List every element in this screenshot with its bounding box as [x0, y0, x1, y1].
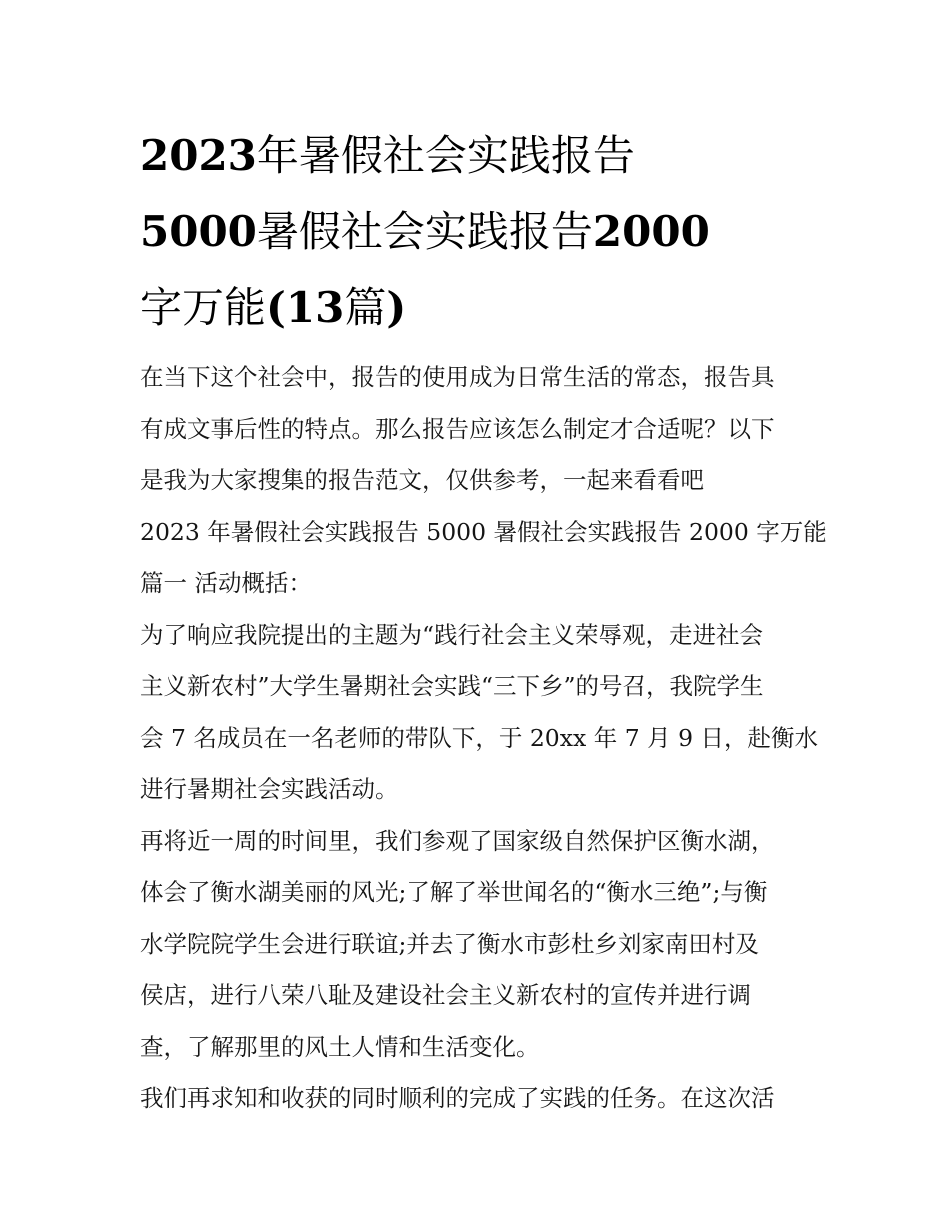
paragraph-line: 水学院院学生会进行联谊;并去了衡水市彭杜乡刘家南田村及: [140, 929, 759, 958]
body-paragraph: [140, 610, 819, 816]
document-title: [140, 118, 816, 346]
title-text: (13: [266, 283, 345, 332]
body-paragraph: [140, 352, 816, 507]
paragraph-line: 2023 年暑假社会实践报告 5000 暑假社会实践报告 2000 字万能: [140, 517, 827, 546]
document-page: [140, 118, 827, 1125]
paragraph-line: 侯店，进行八荣八耻及建设社会主义新农村的宣传并进行调: [140, 981, 751, 1009]
body-paragraph: [140, 507, 827, 610]
paragraph-line: 主义新农村”大学生暑期社会实践“三下乡”的号召，我院学生: [140, 672, 764, 700]
title-text: ): [386, 283, 407, 332]
paragraph-line: 再将近一周的时间里，我们参观了国家级自然保护区衡水湖，: [140, 826, 775, 855]
paragraph-line: 为了响应我院提出的主题为“践行社会主义荣辱观，走进社会: [140, 620, 764, 649]
title-text: 篇: [344, 283, 387, 332]
title-text: 5000: [140, 207, 257, 256]
paragraph-line: 是我为大家搜集的报告范文，仅供参考，一起来看看吧: [140, 466, 704, 494]
paragraph-line: 在当下这个社会中，报告的使用成为日常生活的常态，报告具: [140, 363, 775, 391]
title-line: [140, 194, 816, 270]
title-text: 2000: [592, 207, 710, 256]
title-line: [140, 118, 816, 194]
document-body: [140, 352, 827, 1125]
body-paragraph: [140, 816, 816, 1074]
body-paragraph: [140, 1073, 816, 1125]
title-text: 暑假社会实践报告: [256, 207, 593, 256]
paragraph-line: 会 7 名成员在一名老师的带队下，于 20xx 年 7 月 9 日，赴衡水: [140, 723, 819, 752]
title-text: 年暑假社会实践报告: [256, 131, 635, 180]
title-line: [140, 270, 816, 346]
title-text: 2023: [140, 131, 257, 180]
title-text: 字万能: [140, 283, 267, 332]
paragraph-line: 我们再求知和收获的同时顺利的完成了实践的任务。在这次活: [140, 1084, 775, 1112]
paragraph-line: 体会了衡水湖美丽的风光;了解了举世闻名的“衡水三绝”;与衡: [140, 878, 768, 906]
paragraph-line: 有成文事后性的特点。那么报告应该怎么制定才合适呢？以下: [140, 414, 775, 443]
paragraph-line: 进行暑期社会实践活动。: [140, 775, 399, 803]
paragraph-line: 篇一 活动概括：: [140, 569, 312, 597]
paragraph-line: 查，了解那里的风土人情和生活变化。: [140, 1032, 540, 1061]
